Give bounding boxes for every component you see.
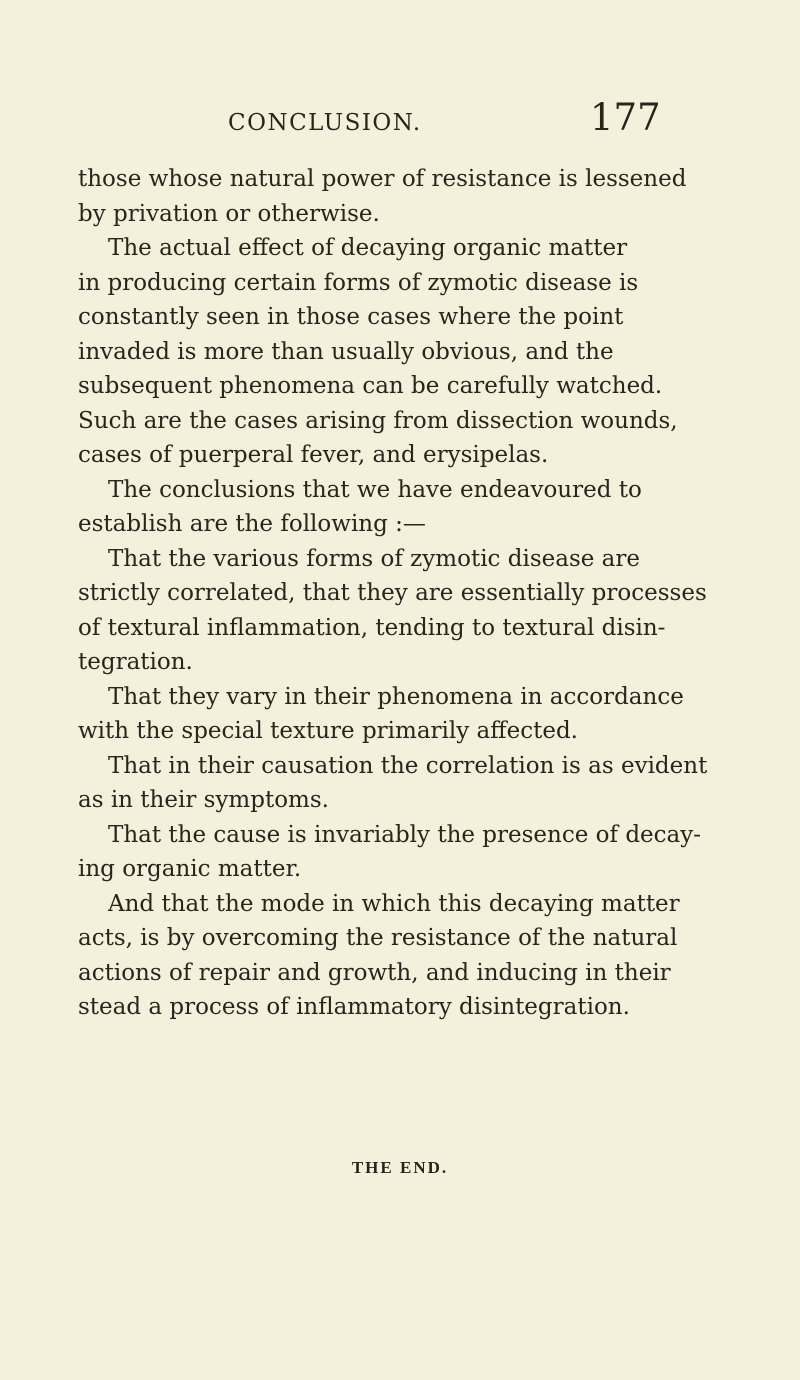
text-line: And that the mode in which this decaying matter <box>108 890 680 917</box>
body-text <box>78 162 708 1025</box>
page-header <box>0 92 800 142</box>
text-line: by privation or otherwise. <box>78 200 380 227</box>
text-line: stead a process of inflammatory disintegration. <box>78 994 630 1020</box>
text-line: That the cause is invariably the presence of decay- <box>108 821 702 848</box>
text-line: That the various forms of zymotic disease are <box>108 545 640 572</box>
text-line: That they vary in their phenomena in accordance <box>108 683 684 710</box>
text-line: those whose natural power of resistance is lessened <box>78 166 687 192</box>
text-line: as in their symptoms. <box>78 787 329 813</box>
text-line: tegration. <box>78 649 193 675</box>
text-line: The actual effect of decaying organic matter <box>108 235 628 261</box>
text-line: establish are the following :— <box>78 511 426 537</box>
text-line: invaded is more than usually obvious, and the <box>78 338 614 365</box>
text-line: cases of puerperal fever, and erysipelas. <box>78 442 549 468</box>
text-line: of textural inflammation, tending to textural disin- <box>78 614 666 641</box>
text-line: actions of repair and growth, and inducing in their <box>78 959 671 986</box>
end-mark: THE END. <box>351 1158 449 1177</box>
text-line: strictly correlated, that they are essentially processes <box>78 580 707 606</box>
page-number: 177 <box>590 96 661 139</box>
text-line: Such are the cases arising from dissection wounds, <box>78 407 678 434</box>
text-line: The conclusions that we have endeavoured to <box>108 476 642 503</box>
text-line: acts, is by overcoming the resistance of the natural <box>78 925 678 951</box>
text-line: ing organic matter. <box>78 856 302 882</box>
text-line: constantly seen in those cases where the point <box>78 304 624 330</box>
text-line: That in their causation the correlation is as evident <box>108 752 708 779</box>
text-line: with the special texture primarily affected. <box>78 718 578 744</box>
text-line: subsequent phenomena can be carefully watched. <box>78 373 663 399</box>
text-line: in producing certain forms of zymotic disease is <box>78 269 639 296</box>
running-title: CONCLUSION. <box>228 110 422 136</box>
